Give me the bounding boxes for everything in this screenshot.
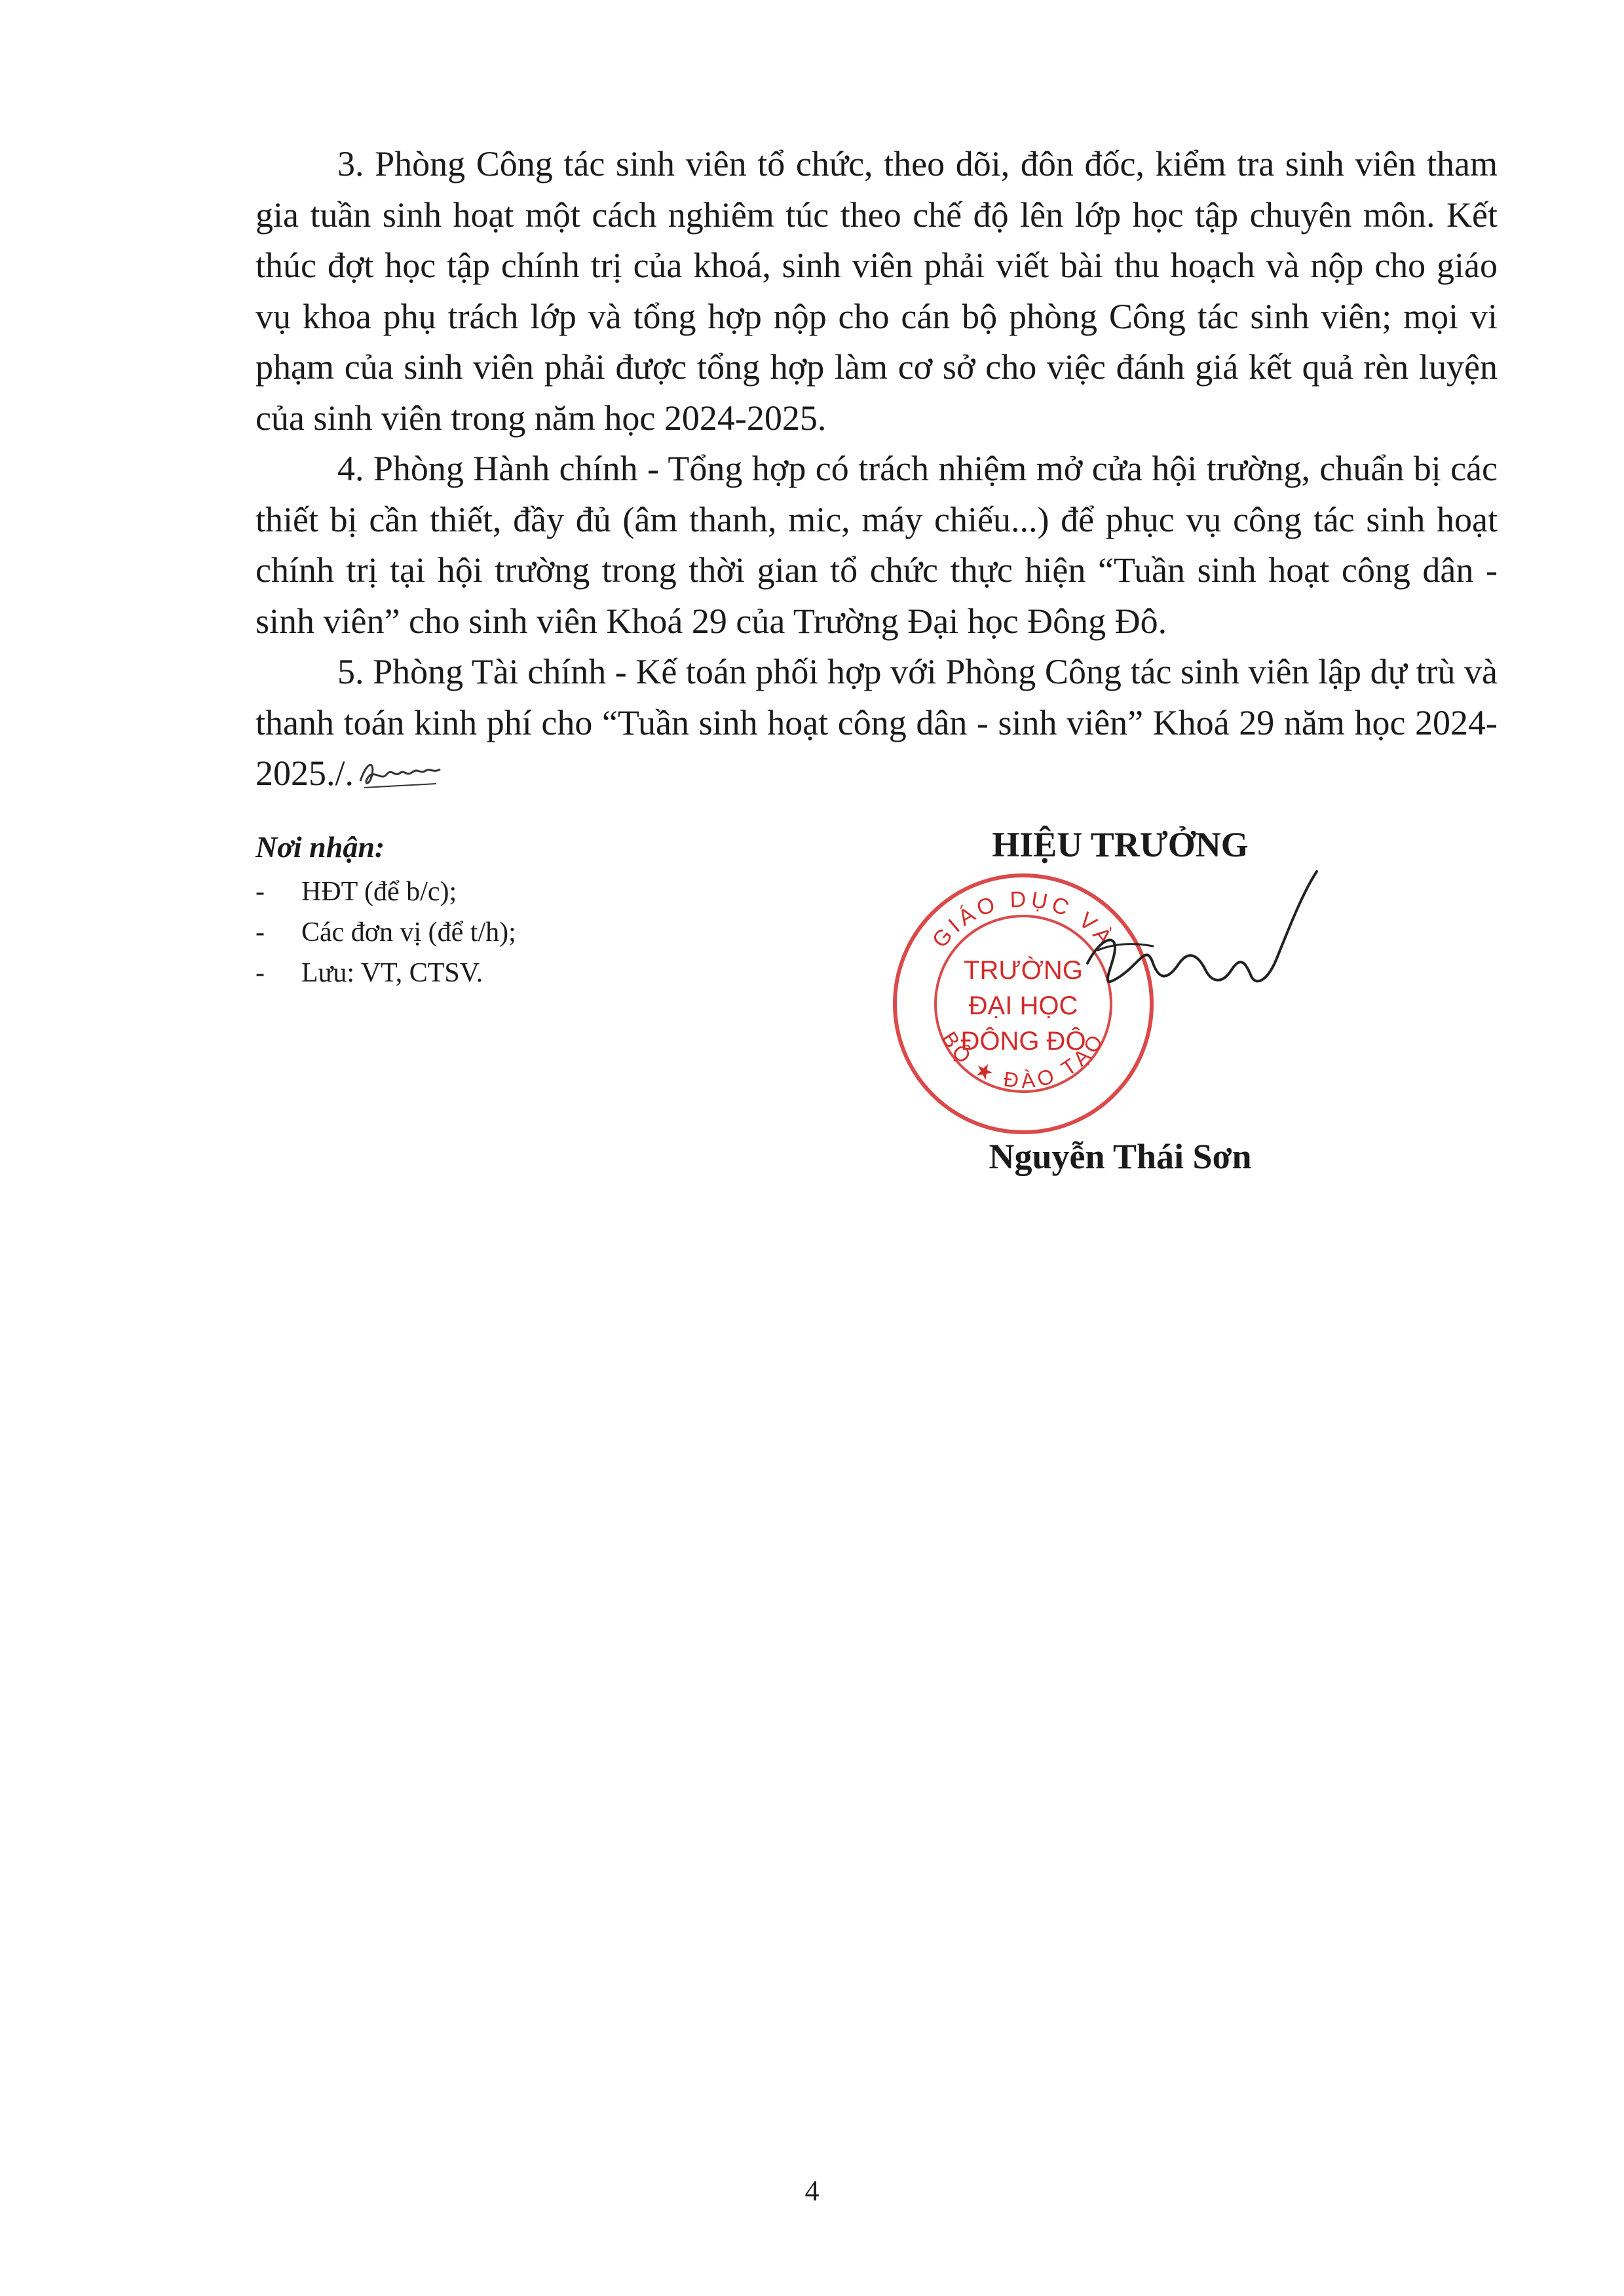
svg-text:GIÁO DỤC VÀ: GIÁO DỤC VÀ [927,887,1120,953]
seal-line-2: ĐẠI HỌC [968,991,1078,1020]
initials-signature-icon [358,755,443,794]
body-text [255,139,1498,799]
handwritten-signature-icon [1074,865,1323,1062]
recipients-title: Nơi nhận: [255,830,385,864]
paragraph-4: 4. Phòng Hành chính - Tổng hợp có trách nhiệm mở cửa hội trường, chuẩn bị các thiết bị cần thiết, đầy đủ (âm thanh, mic, máy chiếu...) để phục vụ công tác sinh hoạt chính trị tại hội trường trong thời gian tổ chức thực hiện “Tuần sinh hoạt công dân - sinh viên” cho sinh viên Khoá 29 của Trường Đại học Đông Đô. [255,449,1498,641]
recipient-text: Các đơn vị (để t/h); [301,917,516,947]
bullet-dash: - [255,877,265,907]
page-number: 4 [804,2175,820,2207]
signer-title: HIỆU TRƯỞNG [992,825,1249,864]
paragraph-5-text: 5. Phòng Tài chính - Kế toán phối hợp với Phòng Công tác sinh viên lập dự trù và thanh toán kinh phí cho “Tuần sinh hoạt công dân - sinh viên” Khoá 29 năm học 2024-2025./. [255,652,1498,793]
signer-name: Nguyễn Thái Sơn [989,1137,1252,1176]
recipient-item [255,871,780,912]
recipients-block [255,827,780,993]
recipients-list [255,871,780,993]
recipient-item [255,912,780,953]
seal-line-1: TRƯỜNG [964,956,1083,985]
bullet-dash: - [255,958,265,988]
paragraph-5 [255,647,1498,799]
paragraph-3: 3. Phòng Công tác sinh viên tổ chức, theo dõi, đôn đốc, kiểm tra sinh viên tham gia tuần sinh hoạt một cách nghiêm túc theo chế độ lên lớp học tập chuyên môn. Kết thúc đợt học tập chính trị của khoá, sinh viên phải viết bài thu hoạch và nộp cho giáo vụ khoa phụ trách lớp và tổng hợp nộp cho cán bộ phòng Công tác sinh viên; mọi vi phạm của sinh viên phải được tổng hợp làm cơ sở cho việc đánh giá kết quả rèn luyện của sinh viên trong năm học 2024-2025. [255,144,1498,438]
seal-line-3: ĐÔNG ĐÔ [960,1027,1086,1056]
svg-text:BỘ ★ ĐÀO TẠO: BỘ ★ ĐÀO TẠO [937,1027,1110,1093]
bullet-dash: - [255,917,265,947]
recipient-item [255,953,780,993]
recipient-text: HĐT (để b/c); [301,877,457,907]
recipient-text: Lưu: VT, CTSV. [301,958,483,988]
